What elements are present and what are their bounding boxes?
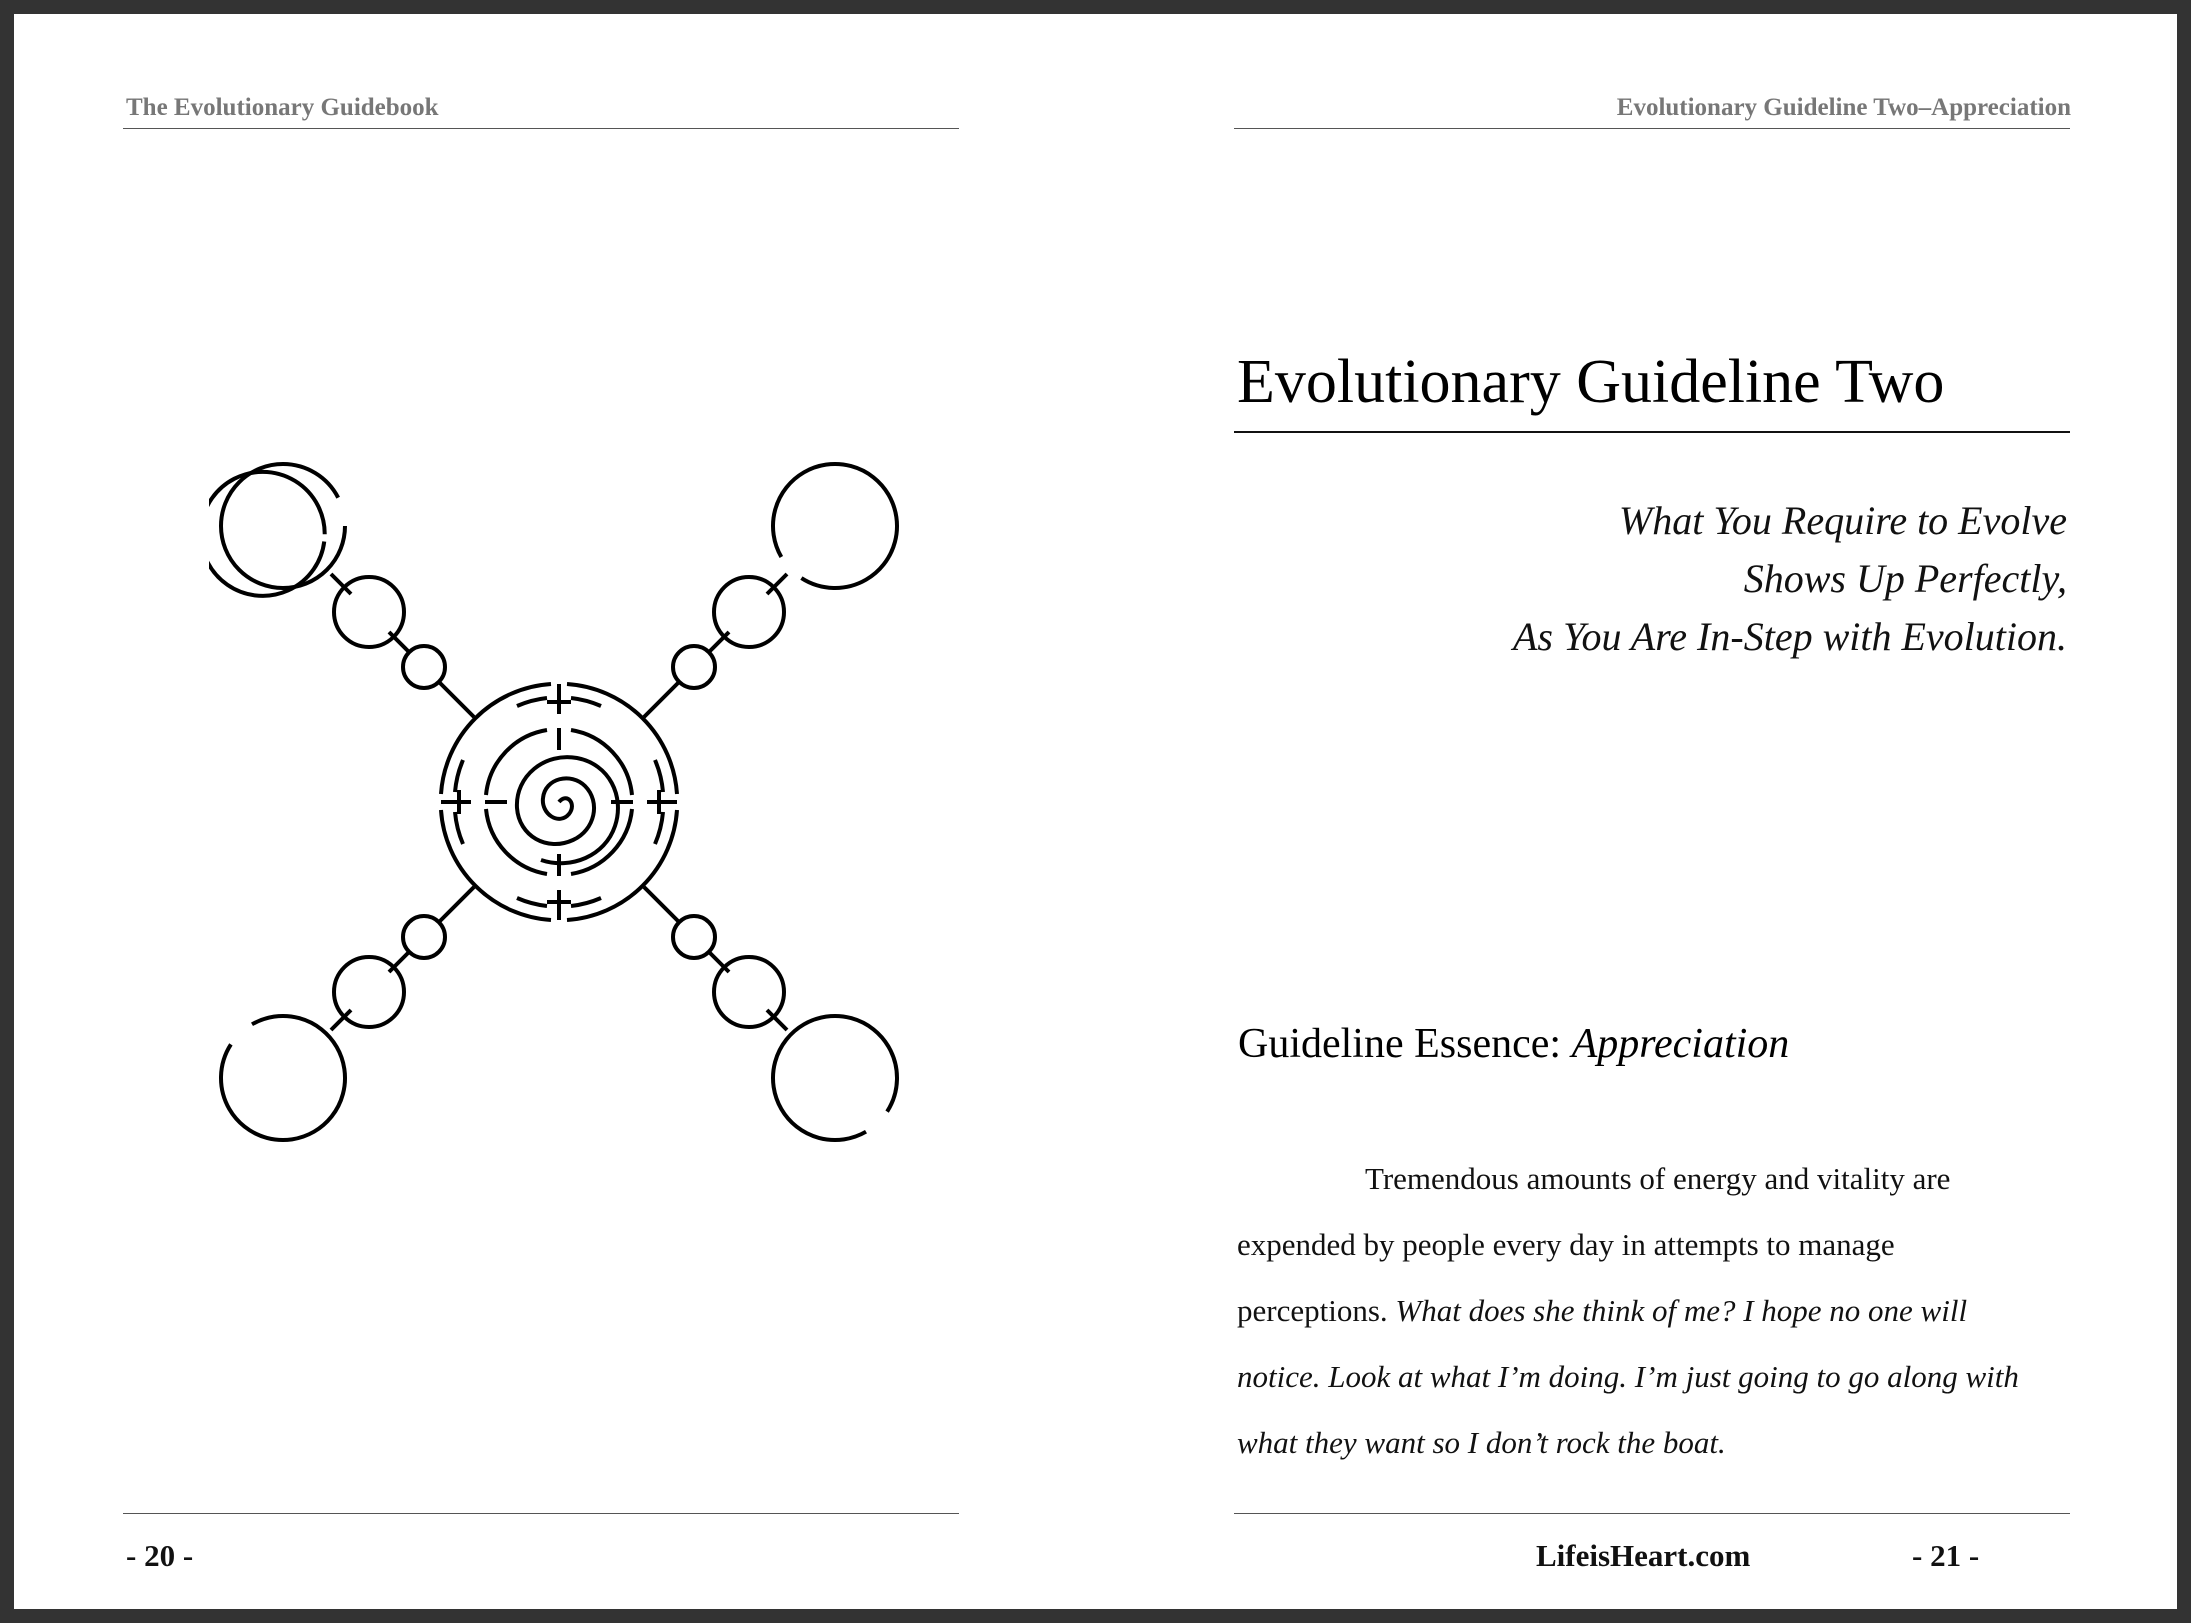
running-header-left: The Evolutionary Guidebook	[126, 94, 439, 121]
book-spread	[14, 14, 2177, 1609]
body-text-italic: notice. Look at what I’m doing. I’m just going to go along with	[1237, 1359, 2019, 1394]
body-line	[1237, 1278, 2067, 1344]
footer-website: LifeisHeart.com	[1536, 1538, 1751, 1573]
running-header-right: Evolutionary Guideline Two–Appreciation	[1616, 94, 2071, 121]
page-number-left: - 20 -	[126, 1538, 194, 1573]
body-text-italic: What does she think of me? I hope no one will	[1395, 1293, 1968, 1328]
spiral-labyrinth-cross-icon	[209, 452, 909, 1152]
body-paragraph	[1237, 1146, 2067, 1476]
body-text-italic: what they want so I don’t rock the boat.	[1237, 1425, 1726, 1460]
epigraph	[1237, 492, 2067, 666]
footer-rule-right	[1234, 1513, 2070, 1514]
chapter-title: Evolutionary Guideline Two	[1237, 348, 1945, 416]
epigraph-line: Shows Up Perfectly,	[1743, 556, 2067, 601]
header-rule-right	[1234, 128, 2070, 129]
body-line	[1237, 1410, 2067, 1476]
body-line	[1237, 1344, 2067, 1410]
guideline-essence	[1238, 1014, 1789, 1074]
essence-label: Guideline Essence:	[1238, 1021, 1562, 1067]
epigraph-line: As You Are In-Step with Evolution.	[1512, 614, 2067, 659]
body-line: expended by people every day in attempts to manage	[1237, 1227, 1895, 1262]
footer-rule-left	[123, 1513, 959, 1514]
header-rule-left	[123, 128, 959, 129]
title-underline	[1234, 431, 2070, 433]
page-number-right: - 21 -	[1912, 1538, 1980, 1573]
essence-value: Appreciation	[1571, 1021, 1790, 1067]
epigraph-line: What You Require to Evolve	[1618, 498, 2067, 543]
body-text-plain: perceptions.	[1237, 1293, 1388, 1328]
left-page	[14, 14, 1095, 1609]
body-line: Tremendous amounts of energy and vitality are	[1365, 1161, 1951, 1196]
